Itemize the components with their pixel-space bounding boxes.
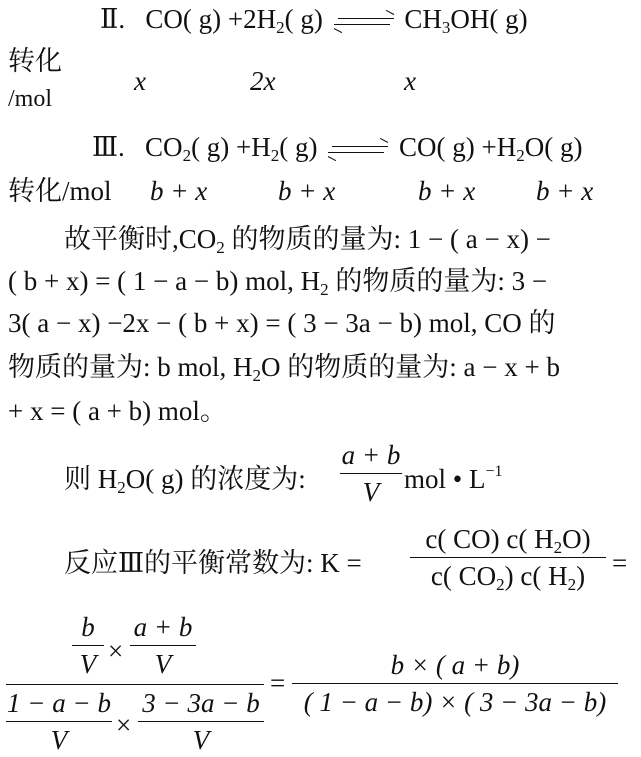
r3-value-3: b + x [418,176,476,206]
r3-value-1: b + x [150,176,208,206]
b-over-v-fraction: b V [72,610,104,681]
reaction-3-equation: Ⅲ. $CO_2$( $g) +H_2$( g) CO( $g) +H_2O$( g) [92,132,583,165]
r2-value-2: 2x [250,66,276,96]
reaction-2-label: Ⅱ. [100,4,126,34]
main-fraction-bar [6,684,264,685]
r3-value-2: b + x [278,176,336,206]
conversion-label-cn: 转化 [8,46,62,76]
reaction-2-equation: Ⅱ. CO( $g) +2H_2$( g) $CH_3OH$( g) [100,4,528,37]
concentration-prefix: 则 $H_2O$( g) 的浓度为: [64,464,306,497]
r3-conversion-label: 转化/mol [8,176,112,206]
result-equals: = [270,668,286,698]
r2-value-3: x [404,66,416,96]
para-line-2: ( b + x) = ( 1 − a − b) mol, $H_2$ 的物质的量为: 3 − [8,266,548,299]
result-fraction: b × ( a + b) ( 1 − a − b) × ( 3 − 3a − b) [292,648,618,719]
r2-value-1: x [134,66,146,96]
times-1: × [108,636,124,666]
conversion-unit: /mol [8,86,53,112]
equilibrium-arrow-icon [328,143,388,157]
para-line-5: + x = ( a + b) mol。 [8,396,227,426]
r3-value-4: b + x [536,176,594,206]
d1-fraction: 1 − a − b V [7,688,111,755]
para-line-3: 3( a − x) −2x − ( b + x) = ( 3 − 3a − b) mol, CO 的 [8,308,556,338]
k-equals: = [612,548,628,578]
para-line-4: 物质的量为: b mol, $H_2O$ 的物质的量为: a − x + b [8,352,560,385]
para-line-1: 故平衡时$,CO_2$ 的物质的量为: 1 − ( a − x) − [64,224,551,257]
concentration-unit: mol • $L^{-1}$ [404,463,503,494]
k-fraction: c( CO) c( $H_2O$) c( $CO_2$) c( $H_2$) [410,522,606,593]
reaction-3-label: Ⅲ. [92,132,125,162]
concentration-fraction: a + b V [341,440,401,507]
times-2: × [116,710,132,740]
d2-fraction: 3 − 3a − b V [138,686,264,757]
aplusb-over-v-fraction: a + b V [130,610,196,681]
k-expression-prefix: 反应Ⅲ的平衡常数为: K = [64,548,362,578]
equilibrium-arrow-icon [334,15,394,29]
